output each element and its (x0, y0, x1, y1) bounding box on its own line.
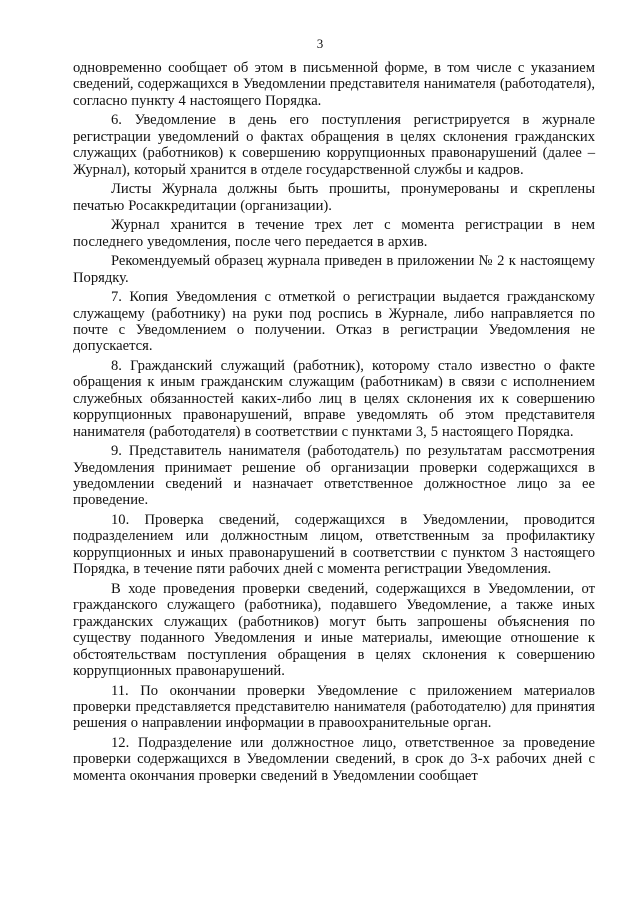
paragraph-verification-details: В ходе проведения проверки сведений, содержащихся в Уведомлении, от гражданского служащего (работника), подавшего Уведомление, а также иных гражданских служащих (работников) могут быть запрошены объяснения по существу поданного Уведомления и иные материалы, имеющие отношение к обстоятельствам поступления обращения в целях склонения к совершению коррупционных правонарушений. (73, 580, 595, 679)
paragraph-item-6: 6. Уведомление в день его поступления регистрируется в журнале регистрации уведомлений о фактах обращения в целях склонения гражданских служащих (работников) к совершению коррупционных правонарушений (далее – Журнал), который хранится в отделе государственной службы и кадров. (73, 112, 595, 178)
paragraph-item-10: 10. Проверка сведений, содержащихся в Уведомлении, проводится подразделением или должностным лицом, ответственным за профилактику коррупционных и иных правонарушений в соответствии с пунктом 3 настоящего Порядка, в течение пяти рабочих дней с момента регистрации Уведомления. (73, 512, 595, 578)
paragraph-item-11: 11. По окончании проверки Уведомление с приложением материалов проверки представляется представителю нанимателя (работодателю) для принятия решения о направлении информации в правоохранительные орган. (73, 682, 595, 732)
paragraph-journal-sample: Рекомендуемый образец журнала приведен в приложении № 2 к настоящему Порядку. (73, 253, 595, 286)
paragraph-item-12: 12. Подразделение или должностное лицо, ответственное за проведение проверки содержащихся в Уведомлении сведений, в срок до 3-х рабочих дней с момента окончания проверки сведений в Уведомлении сообщает (73, 734, 595, 784)
paragraph-continuation: одновременно сообщает об этом в письменной форме, в том числе с указанием сведений, содержащихся в Уведомлении представителя нанимателя (работодателя), согласно пункту 4 настоящего Порядка. (73, 60, 595, 109)
paragraph-journal-storage: Журнал хранится в течение трех лет с момента регистрации в нем последнего уведомления, после чего передается в архив. (73, 217, 595, 250)
paragraph-journal-sheets: Листы Журнала должны быть прошиты, пронумерованы и скреплены печатью Росаккредитации (организации). (73, 181, 595, 214)
paragraph-item-7: 7. Копия Уведомления с отметкой о регистрации выдается гражданскому служащему (работнику) на руки под роспись в Журнале, либо направляется по почте с Уведомлением о получении. Отказ в регистрации Уведомления не допускается. (73, 289, 595, 355)
document-body (73, 60, 595, 787)
paragraph-item-9: 9. Представитель нанимателя (работодатель) по результатам рассмотрения Уведомления принимает решение об организации проверки содержащихся в уведомлении сведений и назначает ответственное должностное лицо за ее проведение. (73, 443, 595, 509)
page-number: 3 (316, 36, 324, 51)
paragraph-item-8: 8. Гражданский служащий (работник), которому стало известно о факте обращения к иным гражданским служащим (работникам) в связи с исполнением служебных обязанностей каких-либо лиц в целях склонения их к совершению коррупционных правонарушений, вправе уведомлять об этом представителя нанимателя (работодателя) в соответствии с пунктами 3, 5 настоящего Порядка. (73, 358, 595, 440)
